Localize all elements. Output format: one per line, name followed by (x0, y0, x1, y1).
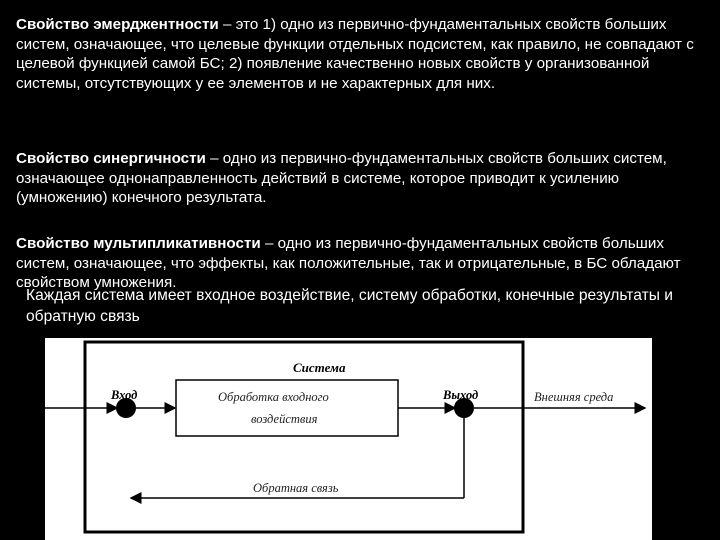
processing-label-line2: воздействия (251, 412, 318, 426)
feedback-label: Обратная связь (253, 481, 339, 495)
system-diagram-drawing (45, 338, 652, 540)
emergence-definition: – это 1) одно из первично-фундаментальных свойств больших систем, означающее, что целевые функции отдельных подсистем, как правило, не совпадают с целевой функцией самой БС; 2) появление качественно новых свойств у организованной системы, отсутствующих у ее элементов и не характерных для них. (16, 16, 694, 92)
processing-block (176, 380, 398, 436)
multiplicativity-definition: – одно из первично-фундаментальных свойств больших систем, означающее, что эффекты, как положительные, так и отрицательные, в БС обладают свойством умножения. (16, 235, 681, 291)
multiplicativity-term: Свойство мультипликативности (16, 235, 261, 252)
output-label: Выход (443, 388, 479, 402)
external-environment-label: Внешняя среда (534, 390, 614, 404)
emergence-term: Свойство эмерджентности (16, 16, 219, 33)
multiplicativity-paragraph (16, 234, 706, 293)
processing-label-line1: Обработка входного (218, 390, 329, 404)
synergy-definition: – одно из первично-фундаментальных свойств больших систем, означающее однонаправленность действий в системе, которое приводит к усилению (умножению) конечного результата. (16, 150, 667, 206)
system-diagram (45, 338, 652, 540)
system-label: Система (293, 360, 346, 375)
synergy-paragraph (16, 149, 706, 208)
system-summary-overlay: Каждая система имеет входное воздействие, систему обработки, конечные результаты и обратную связь (26, 287, 673, 325)
emergence-paragraph (16, 15, 706, 93)
synergy-term: Свойство синергичности (16, 150, 206, 167)
input-label: Вход (111, 388, 138, 402)
